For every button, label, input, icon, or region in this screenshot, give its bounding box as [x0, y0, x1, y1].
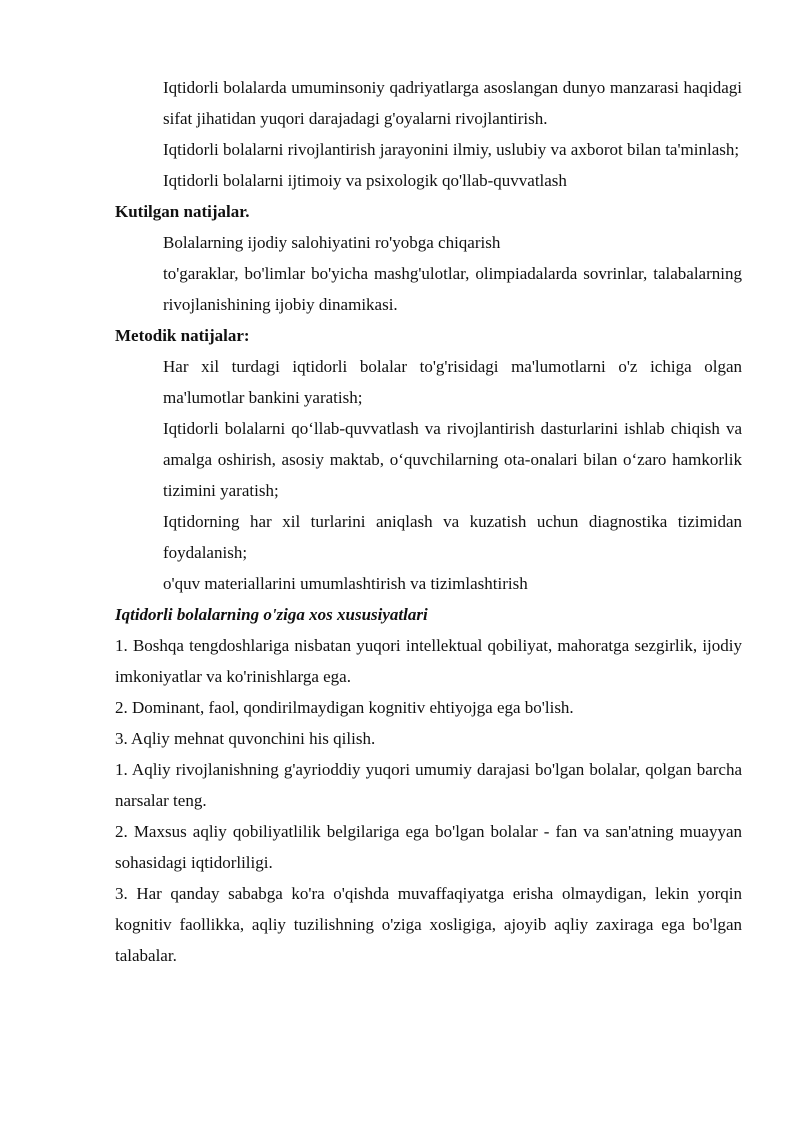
- methodical-result-paragraph: Har xil turdagi iqtidorli bolalar to'g'risidagi ma'lumotlarni o'z ichiga olgan ma'lumotlar bankini yaratish;: [163, 357, 742, 407]
- goal-paragraph: Iqtidorli bolalarda umuminsoniy qadriyatlarga asoslangan dunyo manzarasi haqidagi sifat jihatidan yuqori darajadagi g'oyalarni rivojlantirish.: [163, 78, 742, 128]
- feature-paragraph: 1. Aqliy rivojlanishning g'ayrioddiy yuqori umumiy darajasi bo'lgan bolalar, qolgan barcha narsalar teng.: [115, 760, 742, 810]
- document-page: [115, 72, 742, 971]
- expected-results-heading: Kutilgan natijalar.: [115, 202, 250, 221]
- methodical-result-paragraph: Iqtidorning har xil turlarini aniqlash va kuzatish uchun diagnostika tizimidan foydalanish;: [163, 512, 742, 562]
- feature-paragraph: 1. Boshqa tengdoshlariga nisbatan yuqori intellektual qobiliyat, mahoratga sezgirlik, ijodiy imkoniyatlar va ko'rinishlarga ega.: [115, 636, 742, 686]
- feature-paragraph: 2. Dominant, faol, qondirilmaydigan kognitiv ehtiyojga ega bo'lish.: [115, 698, 574, 717]
- feature-paragraph: 3. Har qanday sababga ko'ra o'qishda muvaffaqiyatga erisha olmaydigan, lekin yorqin kognitiv faollikka, aqliy tuzilishning o'ziga xosligiga, ajoyib aqliy zaxiraga ega bo'lgan talabalar.: [115, 884, 742, 965]
- expected-result-paragraph: to'garaklar, bo'limlar bo'yicha mashg'ulotlar, olimpiadalarda sovrinlar, talabalarning rivojlanishining ijobiy dinamikasi.: [163, 264, 742, 314]
- features-heading: Iqtidorli bolalarning o'ziga xos xususiyatlari: [115, 605, 428, 624]
- goal-paragraph: Iqtidorli bolalarni ijtimoiy va psixologik qo'llab-quvvatlash: [163, 171, 567, 190]
- methodical-result-paragraph: Iqtidorli bolalarni qo‘llab-quvvatlash va rivojlantirish dasturlarini ishlab chiqish va amalga oshirish, asosiy maktab, o‘quvchilarning ota-onalari bilan o‘zaro hamkorlik tizimini yaratish;: [163, 419, 742, 500]
- methodical-result-paragraph: o'quv materiallarini umumlashtirish va tizimlashtirish: [163, 574, 528, 593]
- expected-result-paragraph: Bolalarning ijodiy salohiyatini ro'yobga chiqarish: [163, 233, 501, 252]
- feature-paragraph: 3. Aqliy mehnat quvonchini his qilish.: [115, 729, 376, 748]
- methodical-results-heading: Metodik natijalar:: [115, 326, 250, 345]
- feature-paragraph: 2. Maxsus aqliy qobiliyatlilik belgilariga ega bo'lgan bolalar - fan va san'atning muayyan sohasidagi iqtidorliligi.: [115, 822, 742, 872]
- goal-paragraph: Iqtidorli bolalarni rivojlantirish jarayonini ilmiy, uslubiy va axborot bilan ta'minlash;: [163, 140, 740, 159]
